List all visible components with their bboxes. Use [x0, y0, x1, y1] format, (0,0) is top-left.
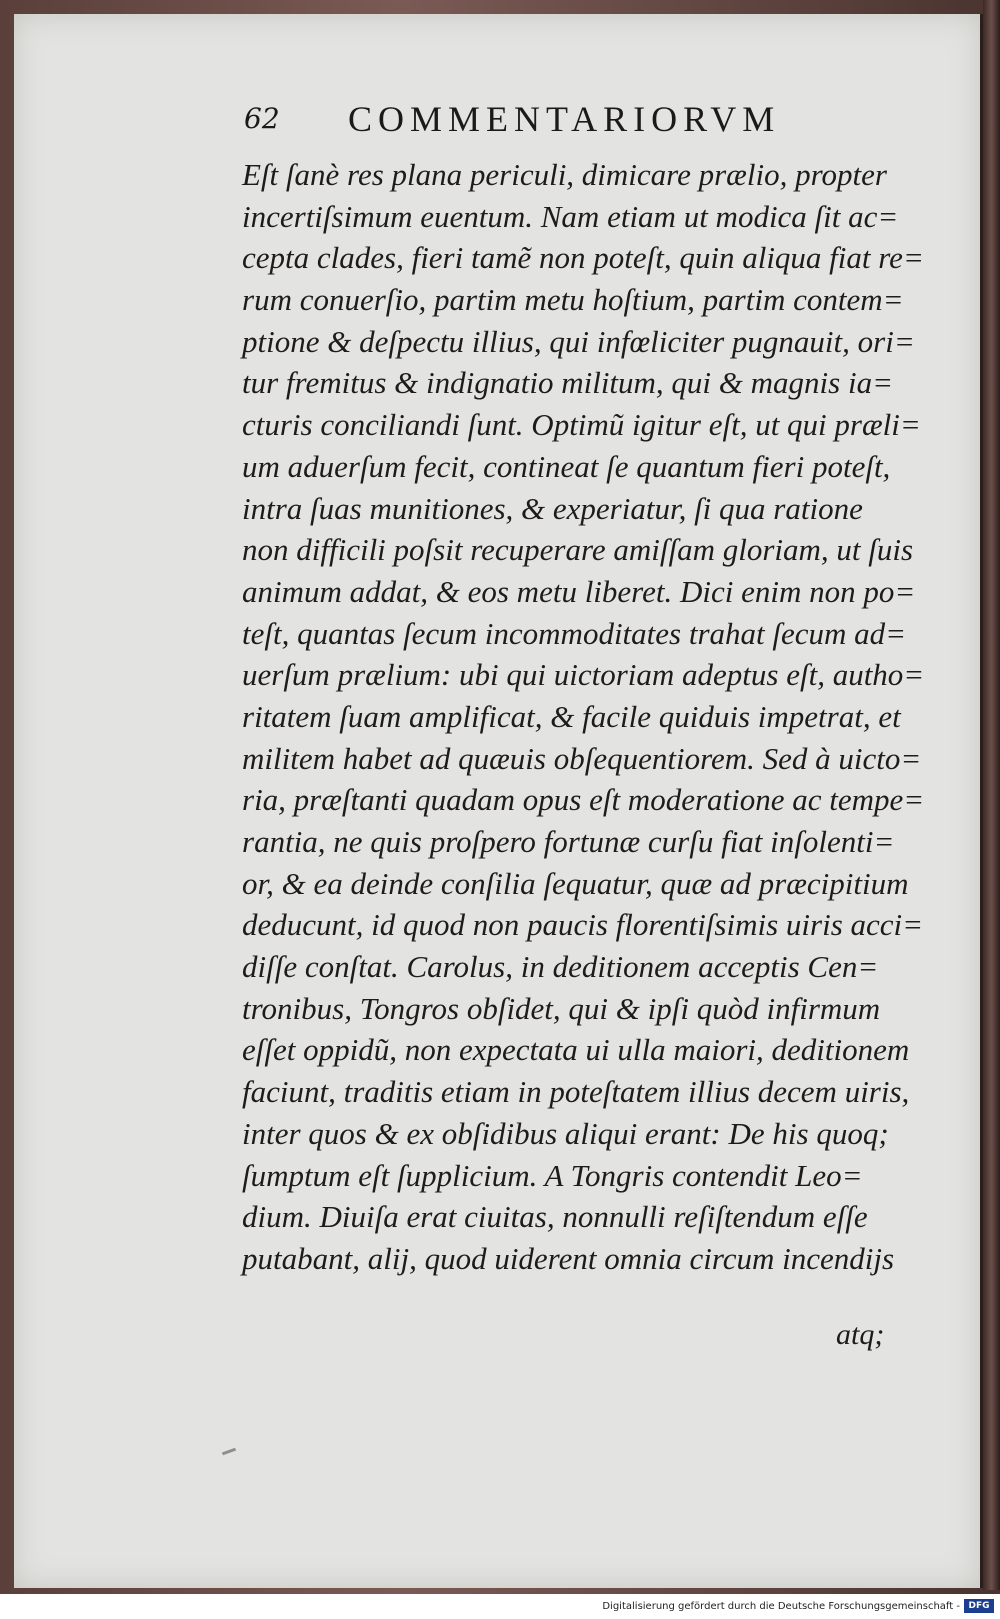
text-line: cturis conciliandi ſunt. Optimũ igitur eſt, ut qui præli=	[242, 407, 921, 443]
book-edge	[983, 0, 1000, 1590]
text-line: ritatem ſuam amplificat, & facile quiduis impetrat, et	[242, 698, 901, 734]
text-line: tur fremitus & indignatio militum, qui & magnis ia=	[242, 365, 893, 401]
text-line: inter quos & ex obſidibus aliqui erant: De his quoq;	[242, 1115, 889, 1151]
text-line: um aduerſum fecit, contineat ſe quantum fieri poteſt,	[242, 448, 891, 484]
text-line: intra ſuas munitiones, & experiatur, ſi qua ratione	[242, 490, 863, 526]
body-text	[242, 154, 932, 1280]
text-line: ſumptum eſt ſupplicium. A Tongris contendit Leo=	[242, 1157, 863, 1193]
text-line: eſſet oppidũ, non expectata ui ulla maiori, deditionem	[242, 1032, 910, 1068]
text-line: or, & ea deinde conſilia ſequatur, quæ ad præcipitium	[242, 865, 909, 901]
dfg-logo-icon: DFG	[964, 1599, 994, 1613]
text-line: ria, præſtanti quadam opus eſt moderatione ac tempe=	[242, 782, 925, 818]
text-line: rum conuerſio, partim metu hoſtium, partim contem=	[242, 282, 904, 318]
text-line: deducunt, id quod non paucis florentiſsimis uiris acci=	[242, 907, 924, 943]
text-line: putabant, alij, quod uiderent omnia circum incendijs	[242, 1240, 895, 1276]
text-line: dium. Diuiſa erat ciuitas, nonnulli reſiſtendum eſſe	[242, 1199, 868, 1235]
text-line: diſſe conſtat. Carolus, in deditionem acceptis Cen=	[242, 949, 879, 985]
text-line: non difficili poſsit recuperare amiſſam gloriam, ut ſuis	[242, 532, 914, 568]
text-line: ptione & deſpectu illius, qui infœliciter pugnauit, ori=	[242, 323, 915, 359]
text-line: tronibus, Tongros obſidet, qui & ipſi quòd infirmum	[242, 990, 881, 1026]
text-line: Eſt ſanè res plana periculi, dimicare prælio, propter	[242, 157, 887, 192]
catchword: atq;	[836, 1318, 885, 1351]
page-number: 62	[244, 102, 280, 135]
text-line: militem habet ad quæuis obſequentiorem. Sed à uicto=	[242, 740, 922, 776]
text-line: incertiſsimum euentum. Nam etiam ut modica ſit ac=	[242, 198, 899, 234]
running-head: COMMENTARIORVM	[348, 99, 781, 139]
text-line: faciunt, traditis etiam in poteſtatem illius decem uiris,	[242, 1074, 910, 1110]
text-line: rantia, ne quis proſpero fortunæ curſu fiat inſolenti=	[242, 824, 895, 859]
text-line: animum addat, & eos metu liberet. Dici enim non po=	[242, 573, 916, 609]
text-line: uerſum prælium: ubi qui uictoriam adeptus eſt, autho=	[242, 657, 925, 693]
text-line: cepta clades, fieri tamẽ non poteſt, quin aliqua fiat re=	[242, 240, 924, 276]
page-header	[244, 98, 844, 142]
digitization-credit: Digitalisierung gefördert durch die Deutsche Forschungsgemeinschaft -	[602, 1601, 960, 1612]
text-line: teſt, quantas ſecum incommoditates trahat ſecum ad=	[242, 615, 907, 651]
